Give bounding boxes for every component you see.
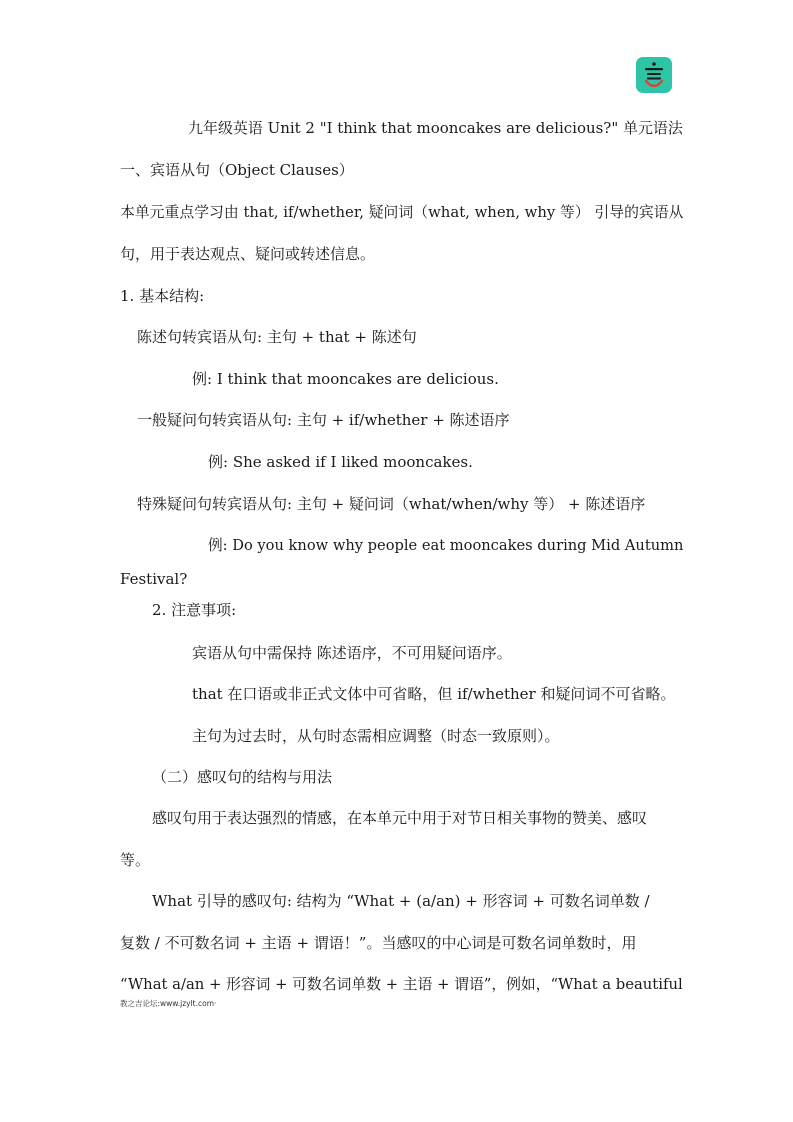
- structure-rule: 陈述句转宾语从句: 主句 + that + 陈述句: [137, 328, 417, 346]
- paragraph-line: 句，用于表达观点、疑问或转述信息。: [120, 245, 376, 263]
- paragraph-line: What 引导的感叹句: 结构为 “What + (a/an) + 形容词 + 可数名词单数 /: [152, 892, 650, 910]
- paragraph-line: 感叹句用于表达强烈的情感，在本单元中用于对节日相关事物的赞美、感叹: [152, 809, 648, 827]
- note-item: 宾语从句中需保持 陈述语序，不可用疑问语序。: [192, 644, 512, 662]
- note-item: that 在口语或非正式文体中可省略，但 if/whether 和疑问词不可省略。: [192, 685, 676, 703]
- paragraph-line: 本单元重点学习由 that, if/whether, 疑问词（what, when, why 等） 引导的宾语从: [120, 203, 684, 221]
- structure-rule: 特殊疑问句转宾语从句: 主句 + 疑问词（what/when/why 等） + 陈述语序: [137, 495, 646, 513]
- example-sentence: 例: Do you know why people eat mooncakes during Mid Autumn: [208, 536, 684, 554]
- subheading-notes: 2. 注意事项:: [152, 601, 237, 619]
- example-sentence: 例: She asked if I liked mooncakes.: [208, 453, 473, 471]
- paragraph-line: 等。: [120, 851, 151, 869]
- structure-rule: 一般疑问句转宾语从句: 主句 + if/whether + 陈述语序: [137, 411, 510, 429]
- paragraph-line: “What a/an + 形容词 + 可数名词单数 + 主语 + 谓语”，例如，“What a beautiful: [120, 975, 683, 993]
- section-heading-exclamatory: （二）感叹句的结构与用法: [152, 768, 333, 786]
- section-heading-object-clauses: 一、宾语从句（Object Clauses）: [120, 161, 354, 179]
- logo-badge: [636, 57, 672, 93]
- note-item: 主句为过去时，从句时态需相应调整（时态一致原则）。: [192, 727, 560, 745]
- paragraph-line: 复数 / 不可数名词 + 主语 + 谓语！”。当感叹的中心词是可数名词单数时，用: [120, 934, 637, 952]
- subheading-basic-structure: 1. 基本结构:: [120, 287, 205, 305]
- document-title: 九年级英语 Unit 2 "I think that mooncakes are delicious?" 单元语法: [188, 119, 683, 137]
- page-footer: 教之吉论坛:www.jzylt.com·: [120, 999, 217, 1008]
- quote-face-icon: [636, 57, 672, 93]
- example-sentence: 例: I think that mooncakes are delicious.: [192, 370, 499, 388]
- example-sentence-continued: Festival?: [120, 570, 188, 588]
